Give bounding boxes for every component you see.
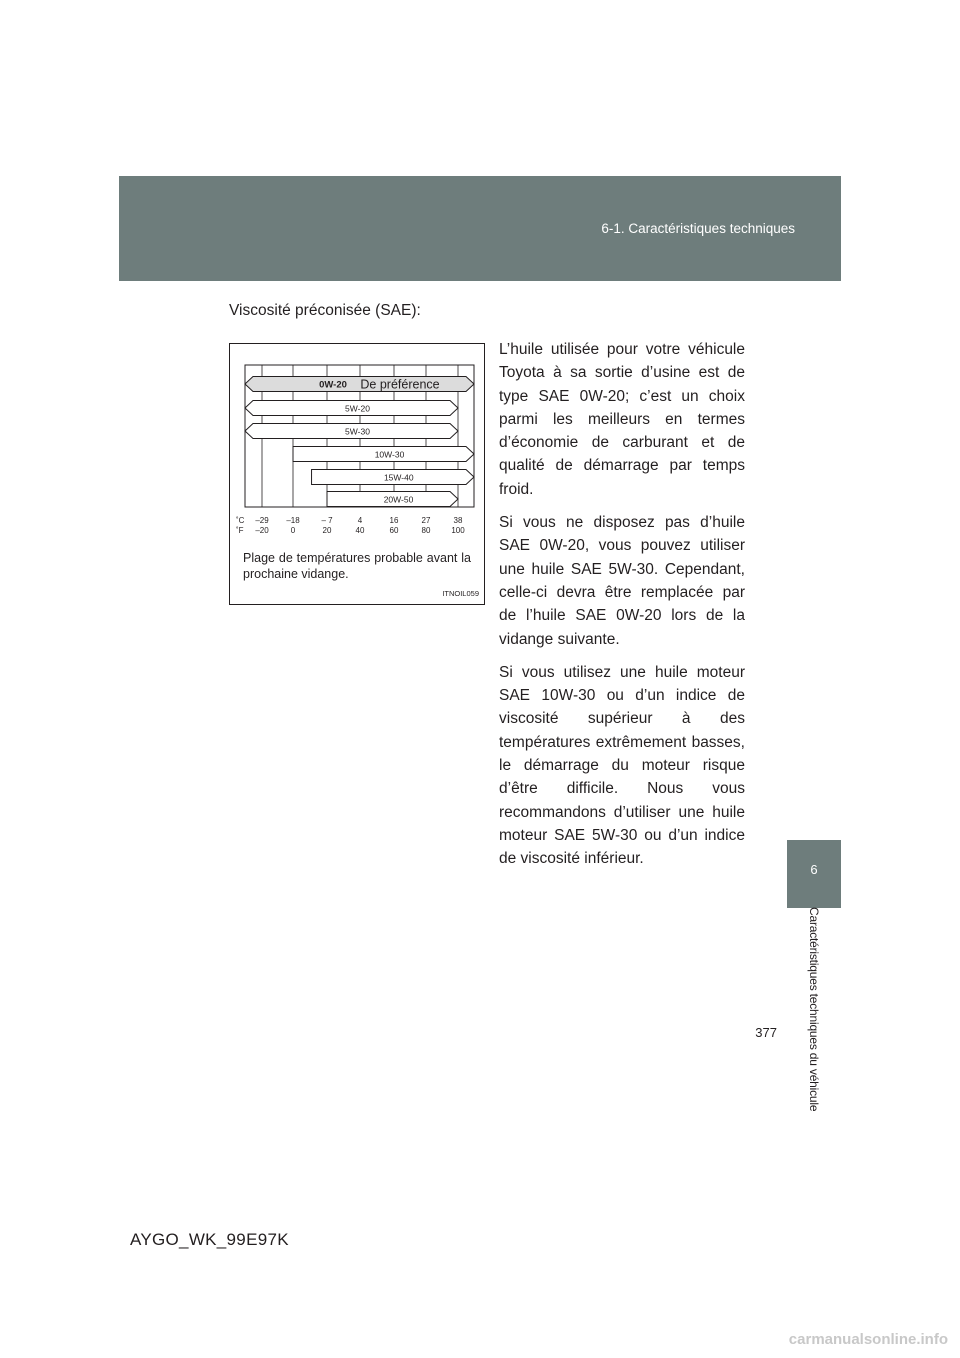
fahrenheit-tick-label: 80	[421, 526, 431, 535]
chapter-number: 6	[810, 862, 818, 877]
figure-caption: Plage de températures probable avant la prochaine vidange.	[243, 551, 471, 581]
chapter-tab[interactable]	[787, 840, 841, 908]
intro-heading: Viscosité préconisée (SAE):	[229, 302, 421, 319]
viscosity-grade-label: 5W-30	[345, 426, 370, 437]
viscosity-grade-label: 15W-40	[383, 472, 414, 483]
fahrenheit-unit-label: ˚F	[236, 526, 244, 535]
body-paragraph: Si vous ne disposez pas d’huile SAE 0W-20, vous pouvez utiliser une huile SAE 5W-30. Cependant, celle-ci devra être remplacée par de l’huile SAE 0W-20 lors de la vidange suivante.	[499, 514, 745, 648]
viscosity-grade-label: 0W-20	[319, 379, 347, 391]
celsius-tick-label: –18	[286, 516, 300, 525]
fahrenheit-tick-label: 40	[355, 526, 365, 535]
viscosity-grade-label: 5W-20	[345, 403, 370, 414]
celsius-tick-label: 38	[453, 516, 463, 525]
body-paragraph: Si vous utilisez une huile moteur SAE 10W-30 ou d’un indice de viscosité supérieur à des températures extrêmement basses, le démarrage du moteur risque d’être difficile. Nous vous recommandons d’utiliser une huile moteur SAE 5W-30 ou d’un indice de viscosité inférieur.	[499, 663, 745, 868]
page-number: 377	[755, 1025, 777, 1040]
celsius-tick-label: –29	[255, 516, 269, 525]
preferred-note: De préférence	[360, 377, 440, 392]
viscosity-grade-label: 20W-50	[383, 494, 414, 505]
fahrenheit-tick-label: 0	[290, 526, 296, 535]
viscosity-chart-figure	[229, 343, 485, 605]
celsius-tick-label: 4	[357, 516, 363, 525]
celsius-unit-label: ˚C	[236, 516, 245, 525]
celsius-tick-label: – 7	[321, 516, 333, 525]
body-text	[499, 338, 745, 881]
fahrenheit-tick-label: 20	[322, 526, 332, 535]
figure-id: ITNOIL059	[442, 589, 479, 598]
section-title: 6-1. Caractéristiques techniques	[601, 221, 795, 236]
viscosity-chart	[230, 344, 484, 544]
section-header-bar	[119, 176, 841, 281]
fahrenheit-tick-label: 100	[451, 526, 465, 535]
celsius-tick-label: 27	[421, 516, 431, 525]
document-code: AYGO_WK_99E97K	[130, 1230, 289, 1249]
celsius-tick-label: 16	[389, 516, 399, 525]
fahrenheit-tick-label: 60	[389, 526, 399, 535]
viscosity-grade-label: 10W-30	[374, 449, 405, 460]
body-paragraph: L’huile utilisée pour votre véhicule Toyota à sa sortie d’usine est de type SAE 0W-20; c’est un choix parmi les meilleurs en termes d’économie de carburant et de qualité de démarrage par temps froid.	[499, 341, 745, 498]
fahrenheit-tick-label: –20	[255, 526, 269, 535]
chapter-label: Caractéristiques techniques du véhicule	[807, 907, 821, 1112]
watermark: carmanualsonline.info	[788, 1331, 948, 1348]
